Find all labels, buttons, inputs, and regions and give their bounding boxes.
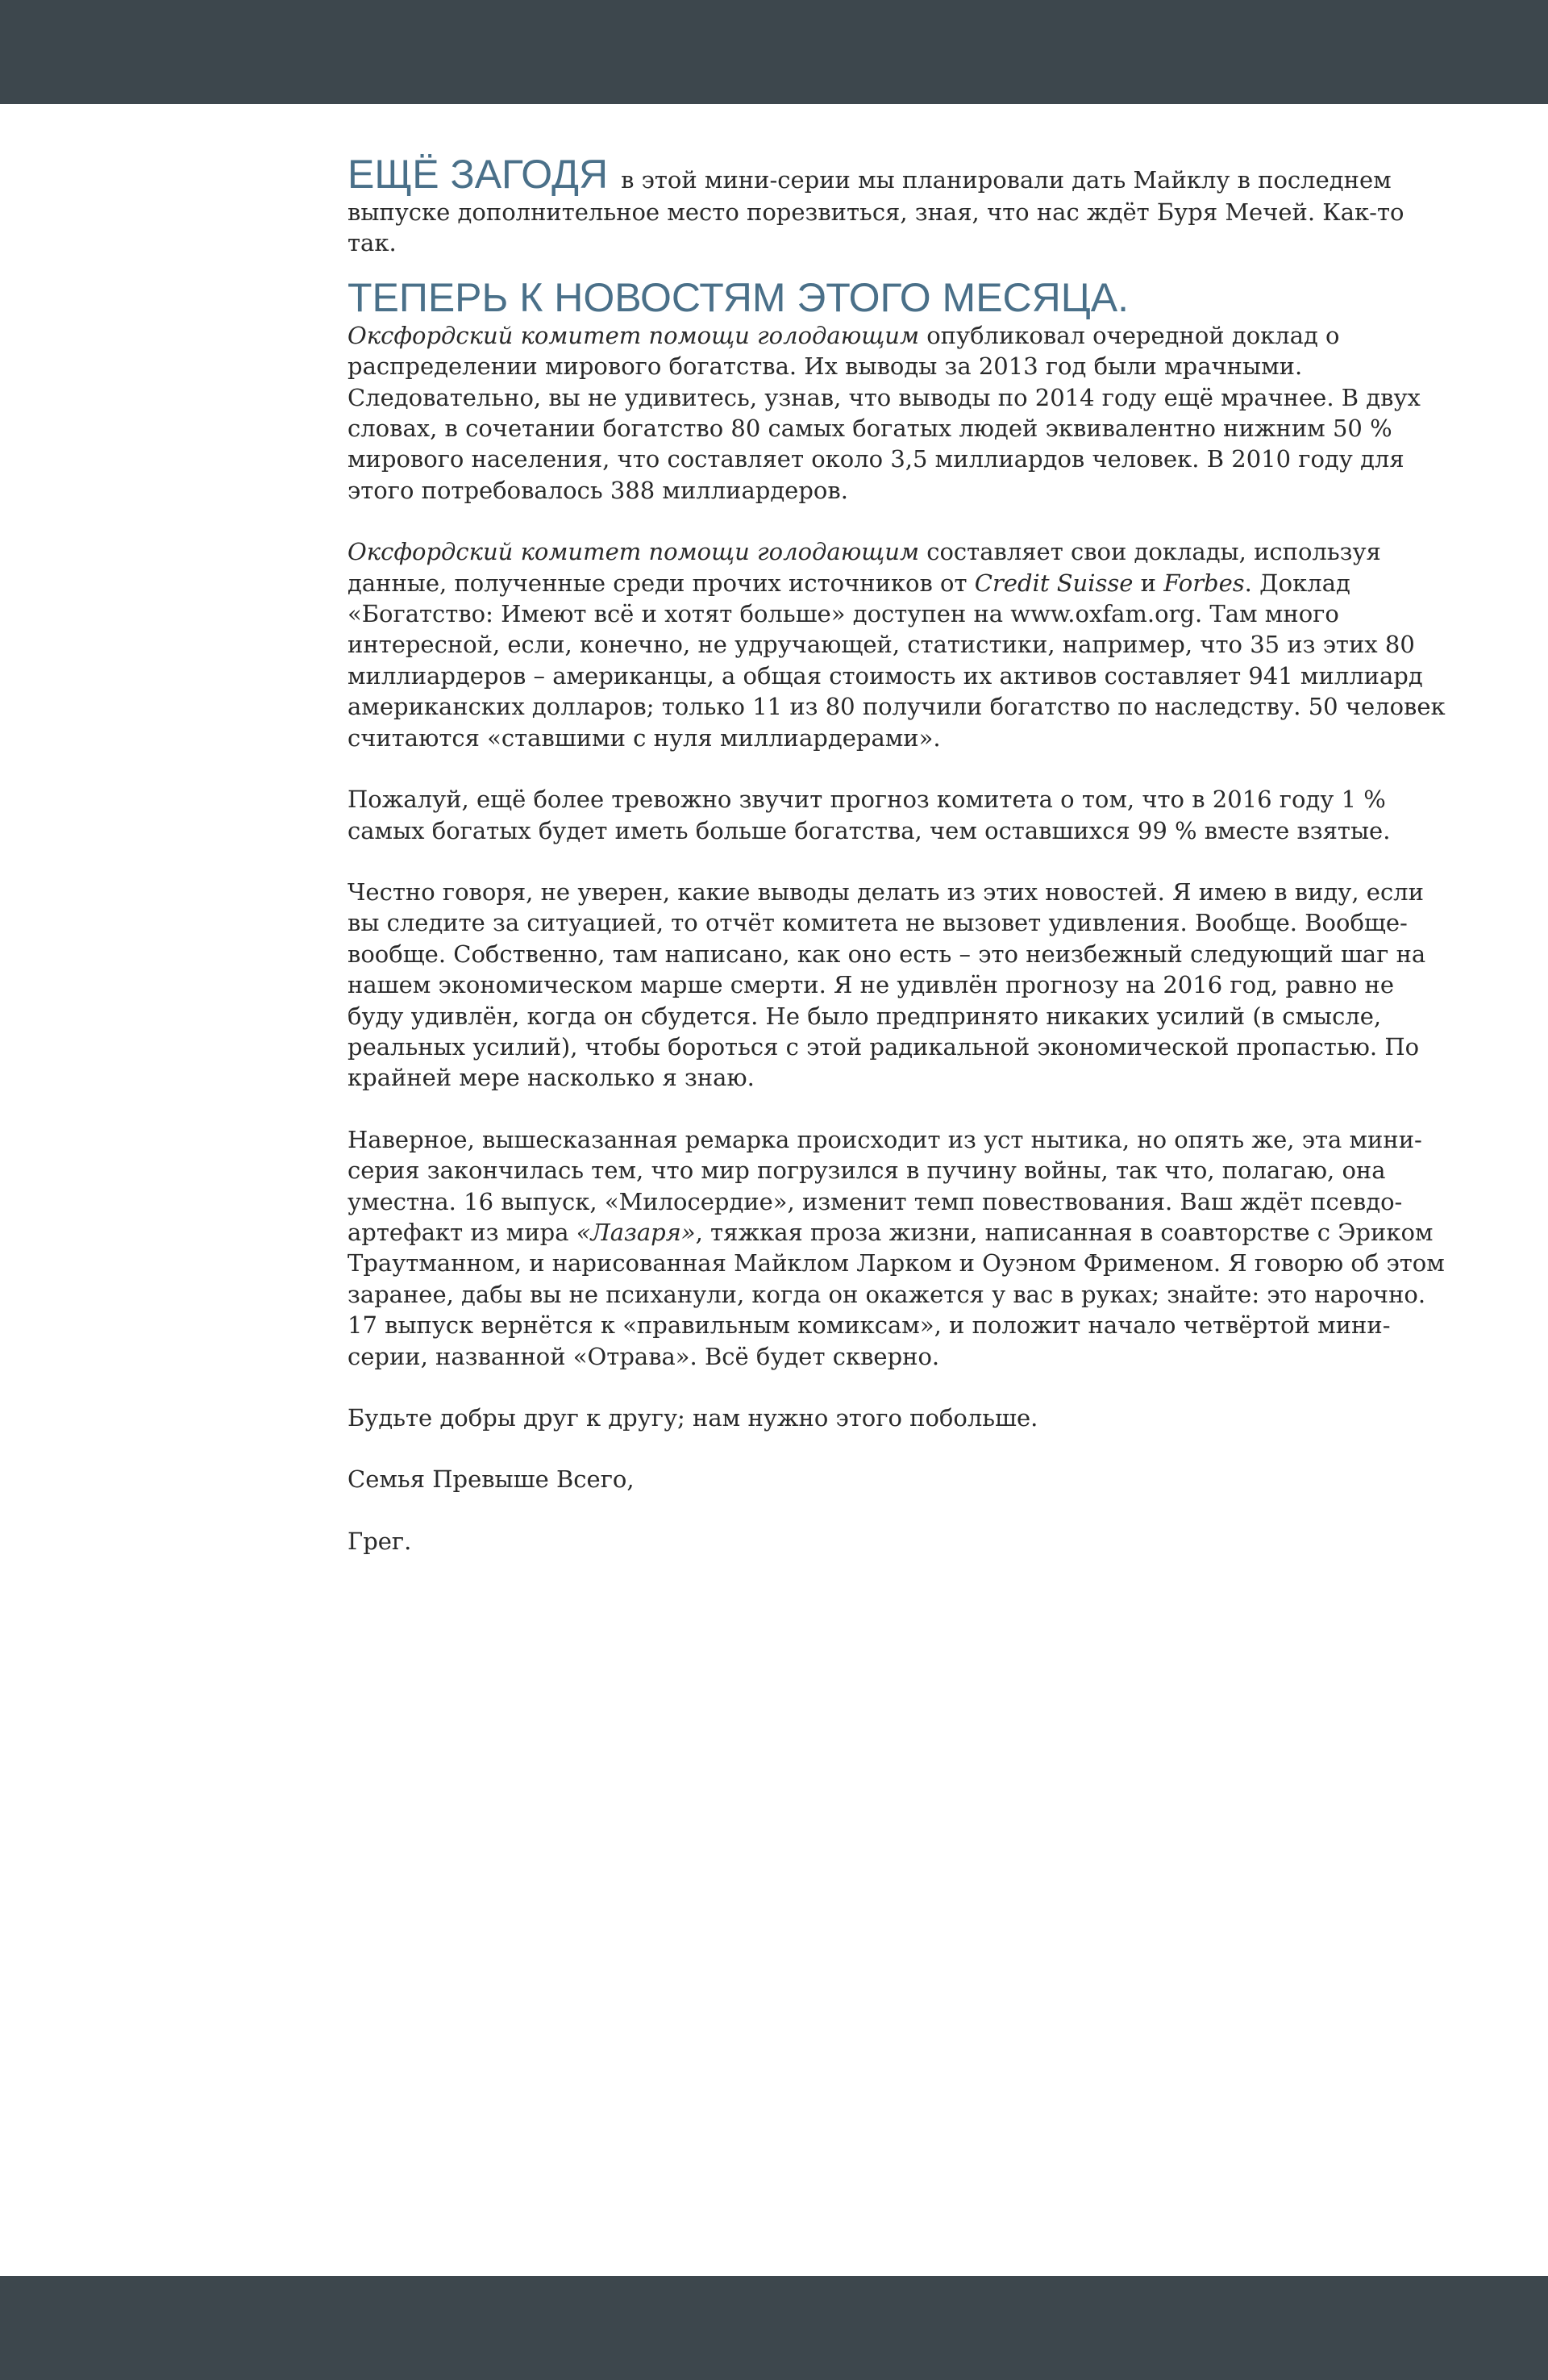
paragraph-2-text-c: . Доклад «Богатство: Имеют всё и хотят больше» доступен на www.oxfam.org. Там много интересной, если, конечно, не удручающей, статистики, например, что 35 из этих 80 миллиардеров – американцы, а общая стоимость их активов составляет 941 миллиард американских долларов; только 11 из 80 получили богатство по наследству. 50 человек считаются «ставшими с нуля миллиардерами».	[347, 569, 1446, 752]
source-credit-suisse: Credit Suisse	[974, 569, 1134, 597]
section1-heading: ЕЩЁ ЗАГОДЯ	[347, 152, 609, 197]
paragraph-4: Честно говоря, не уверен, какие выводы делать из этих новостей. Я имею в виду, если вы следите за ситуацией, то отчёт комитета не вызовет удивления. Вообще. Вообще-вообще. Собственно, там написано, как оно есть – это неизбежный следующий шаг на нашем экономическом марше смерти. Я не удивлён прогнозу на 2016 год, равно не буду удивлён, когда он сбудется. Не было предпринято никаких усилий (в смысле, реальных усилий), чтобы бороться с этой радикальной экономической пропастью. По крайней мере насколько я знаю.	[347, 877, 1426, 1092]
section1-text: в этой мини-серии мы планировали дать Майклу в последнем выпуске дополнительное место порезвиться, зная, что нас ждёт Буря Мечей. Как-то так.	[347, 166, 1404, 257]
org-name: Оксфордский комитет помощи голодающим	[347, 538, 919, 566]
paragraph-5-text-a: Наверное, вышесказанная ремарка происходит из уст нытика, но опять же, эта мини-серия закончилась тем, что мир погрузился в пучину войны, так что, полагаю, она уместна. 16 выпуск, «Милосердие», изменит темп повествования. Ваш ждёт псевдо-артефакт из мира	[347, 1125, 1422, 1246]
paragraph-1	[347, 320, 1452, 506]
paragraph-1-text: опубликовал очередной доклад о распределении мирового богатства. Их выводы за 2013 год были мрачными. Следовательно, вы не удивитесь, узнав, что выводы по 2014 году ещё мрачнее. В двух словах, в сочетании богатство 80 самых богатых людей эквивалентно нижним 50 % мирового населения, что составляет около 3,5 миллиардов человек. В 2010 году для этого потребовалось 388 миллиардеров.	[347, 321, 1421, 504]
paragraph-6: Будьте добры друг к другу; нам нужно этого побольше.	[347, 1404, 1038, 1432]
paragraph-3: Пожалуй, ещё более тревожно звучит прогноз комитета о том, что в 2016 году 1 % самых богатых будет иметь больше богатства, чем оставшихся 99 % вместе взятые.	[347, 786, 1391, 844]
paragraph-5	[347, 1124, 1452, 1372]
closing: Семья Превыше Всего,	[347, 1465, 635, 1494]
paragraph-2	[347, 536, 1452, 753]
bottom-bar	[0, 2276, 1548, 2380]
paragraph-2-text-b: и	[1133, 569, 1164, 597]
org-name: Оксфордский комитет помощи голодающим	[347, 321, 919, 349]
section1-paragraph	[347, 152, 1452, 259]
paragraph-2-text-a: составляет свои доклады, используя данные, полученные среди прочих источников от	[347, 538, 1381, 597]
article	[347, 152, 1452, 1587]
signature: Грег.	[347, 1527, 412, 1555]
source-forbes: Forbes	[1163, 569, 1245, 597]
top-bar	[0, 0, 1548, 104]
paragraph-5-text-b: , тяжкая проза жизни, написанная в соавторстве с Эриком Траутманном, и нарисованная Майклом Ларком и Оуэном Фрименом. Я говорю об этом заранее, дабы вы не психанули, когда он окажется у вас в руках; знайте: это нарочно. 17 выпуск вернётся к «правильным комиксам», и положит начало четвёртой мини-серии, названной «Отрава». Всё будет скверно.	[347, 1218, 1445, 1370]
section2-heading: ТЕПЕРЬ К НОВОСТЯМ ЭТОГО МЕСЯЦА.	[347, 274, 1129, 320]
book-title: «Лазаря»	[576, 1218, 696, 1246]
